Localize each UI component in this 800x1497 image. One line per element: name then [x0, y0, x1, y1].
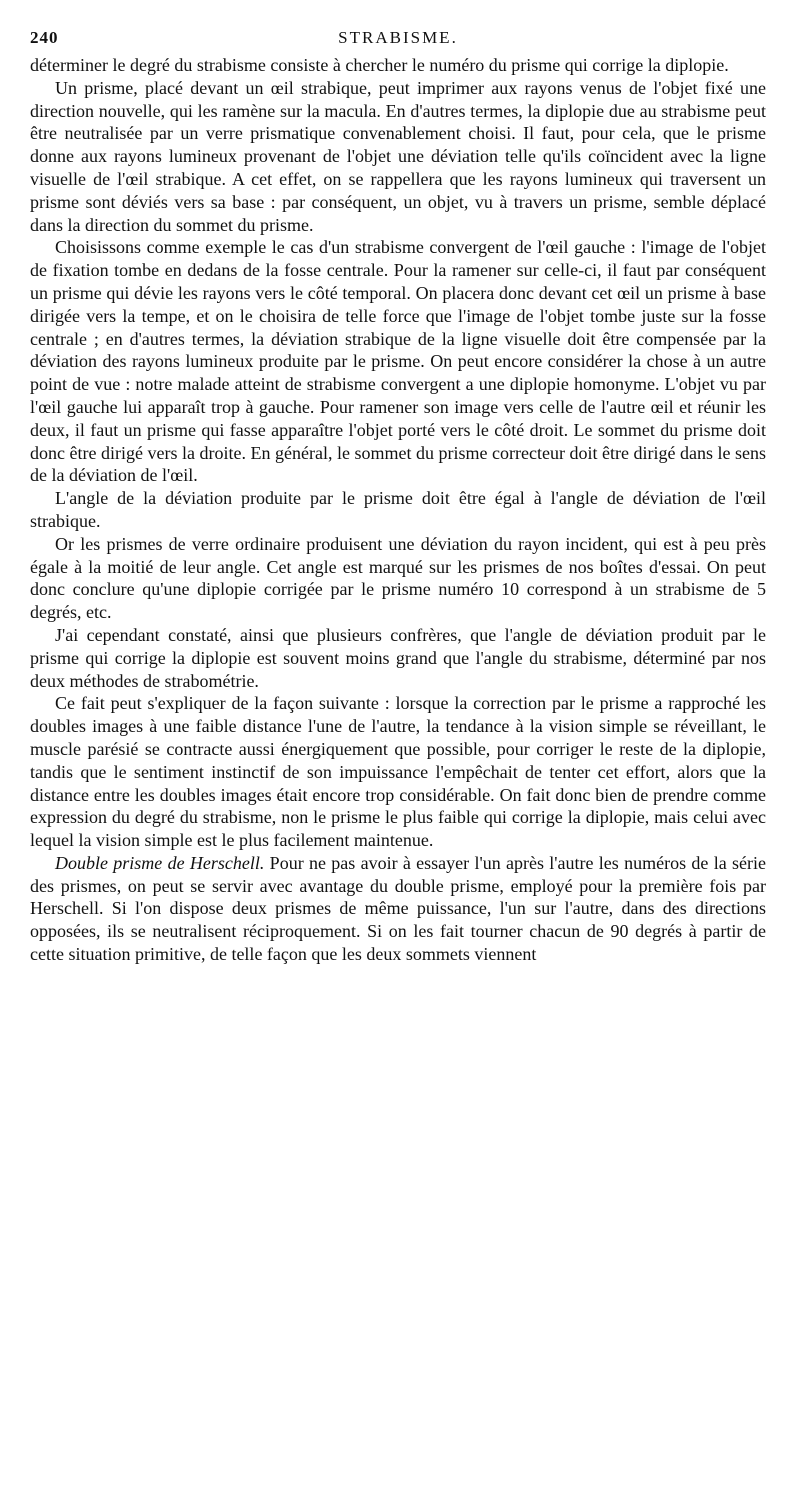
paragraph-glass-prisms: Or les prismes de verre ordinaire produisent une déviation du rayon incident, qui est à peu près égale à la moitié de leur angle. Cet angle est marqué sur les prismes de nos boîtes d'essai. On peut donc conclure qu'une diplopie corrigée par le prisme numéro 10 correspond à un strabisme de 5 degrés, etc.: [30, 533, 766, 623]
body-text: [30, 54, 766, 966]
paragraph-convergent-example: Choisissons comme exemple le cas d'un strabisme convergent de l'œil gauche : l'image de l'objet de fixation tombe en dedans de la fosse centrale. Pour la ramener sur celle-ci, il faut par conséquent un prisme qui dévie les rayons vers le côté temporal. On placera donc devant cet œil un prisme à base dirigée vers la tempe, et on le choisira de telle force que l'image de l'objet tombe juste sur la fosse centrale ; en d'autres termes, la déviation strabique de la ligne visuelle doit être compensée par la déviation des rayons lumineux produite par le prisme. On peut encore considérer la chose à un autre point de vue : notre malade atteint de strabisme convergent a une diplopie homonyme. L'objet vu par l'œil gauche lui apparaît trop à gauche. Pour ramener son image vers celle de l'autre œil et réunir les deux, il faut un prisme qui fasse apparaître l'objet porté vers le côté droit. Le sommet du prisme doit donc être dirigé vers la droite. En général, le sommet du prisme correcteur doit être dirigé dans le sens de la déviation de l'œil.: [30, 237, 766, 486]
page-number: 240: [30, 28, 59, 47]
section-heading-double-prism: Double prisme de Herschell.: [55, 852, 265, 873]
paragraph-observation: J'ai cependant constaté, ainsi que plusieurs confrères, que l'angle de déviation produit par le prisme qui corrige la diplopie est souvent moins grand que l'angle du strabisme, déterminé par nos deux méthodes de strabométrie.: [30, 624, 766, 691]
paragraph-double-prism: [30, 852, 766, 966]
book-page: [30, 28, 766, 966]
running-title: STRABISME.: [338, 28, 458, 47]
paragraph-prism-principle: Un prisme, placé devant un œil strabique, peut imprimer aux rayons venus de l'objet fixé une direction nouvelle, qui les ramène sur la macula. En d'autres termes, la diplopie due au strabisme peut être neutralisée par un verre prismatique convenablement choisi. Il faut, pour cela, que le prisme donne aux rayons lumineux provenant de l'objet une déviation telle qu'ils coïncident avec la ligne visuelle de l'œil strabique. A cet effet, on se rappellera que les rayons lumineux qui traversent un prisme sont déviés vers sa base : par conséquent, un objet, vu à travers un prisme, semble déplacé dans la direction du sommet du prisme.: [30, 77, 766, 235]
paragraph-explanation: Ce fait peut s'expliquer de la façon suivante : lorsque la correction par le prisme a rapproché les doubles images à une faible distance l'une de l'autre, la tendance à la vision simple se réveillant, le muscle parésié se contracte aussi énergiquement que possible, pour corriger le reste de la diplopie, tandis que le sentiment instinctif de son impuissance l'empêchait de tenter cet effort, alors que la distance entre les doubles images était encore trop considérable. On fait donc bien de prendre comme expression du degré du strabisme, non le prisme le plus faible qui corrige la diplopie, mais celui avec lequel la vision simple est le plus facilement maintenue.: [30, 693, 766, 851]
double-prism-text: Pour ne pas avoir à essayer l'un après l'autre les numéros de la série des prismes, on peut se servir avec avantage du double prisme, employé pour la première fois par Herschell. Si l'on dispose deux prismes de même puissance, l'un sur l'autre, dans des directions opposées, ils se neutralisent réciproquement. Si on les fait tourner chacun de 90 degrés à partir de cette situation primitive, de telle façon que les deux sommets viennent: [30, 852, 766, 965]
paragraph-deviation-angle: L'angle de la déviation produite par le prisme doit être égal à l'angle de déviation de l'œil strabique.: [30, 488, 766, 531]
paragraph-continued: déterminer le degré du strabisme consiste à chercher le numéro du prisme qui corrige la diplopie.: [30, 55, 729, 75]
page-header: [30, 28, 766, 54]
